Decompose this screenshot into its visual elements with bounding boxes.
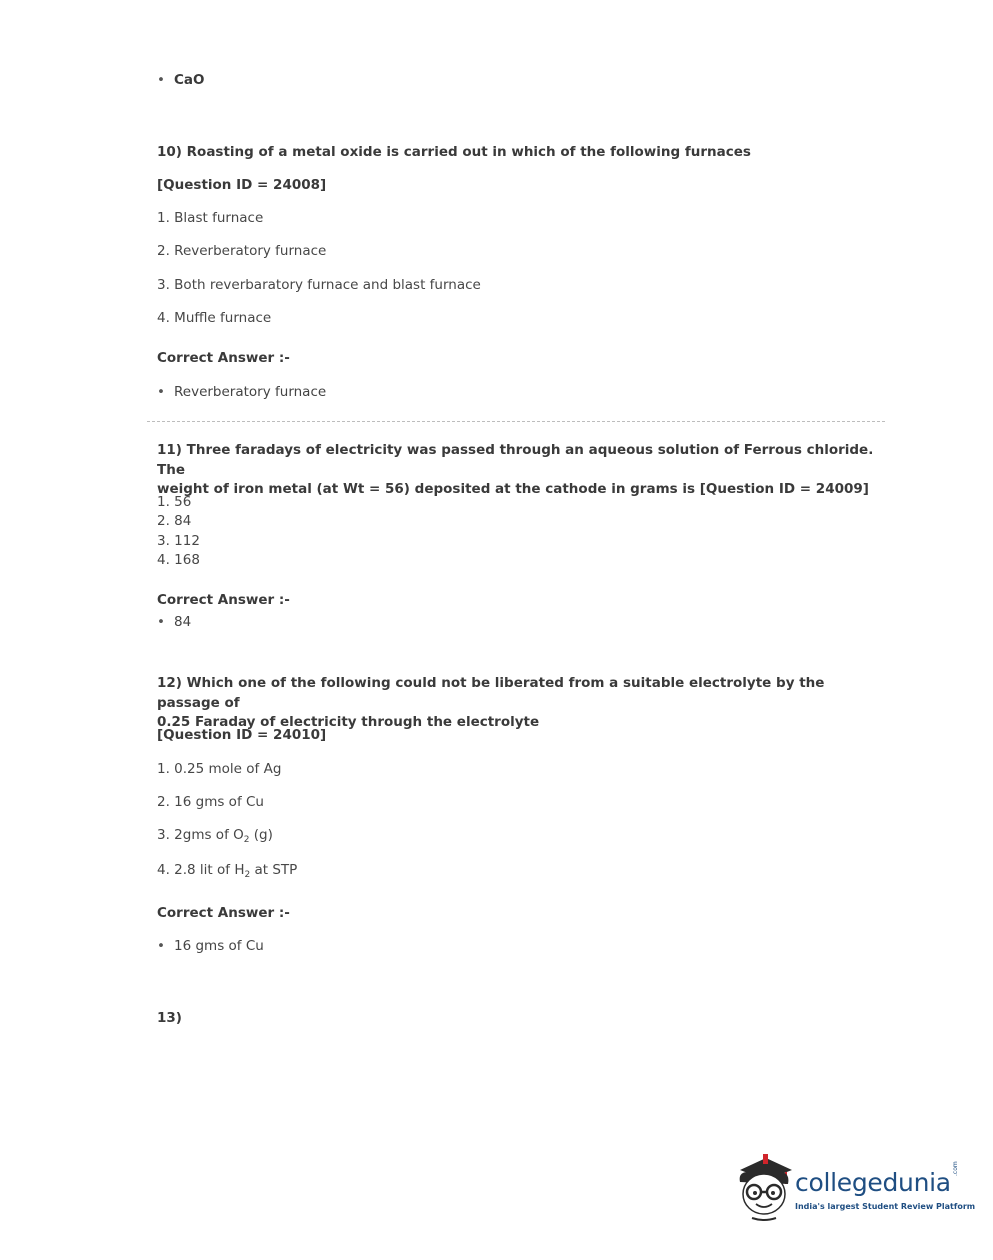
q10-title: 10) Roasting of a metal oxide is carried out in which of the following furnaces [157, 144, 751, 160]
bullet: • [157, 614, 165, 630]
top-answer [157, 72, 205, 88]
q12-title [157, 674, 877, 733]
mascot-icon [734, 1152, 794, 1224]
q12-answer-text: 16 gms of Cu [174, 938, 264, 954]
q10-option-1: 1. Blast furnace [157, 210, 264, 226]
q11-title-line-2: weight of iron metal (at Wt = 56) deposited at the cathode in grams is [Question ID = 24009] [157, 481, 869, 497]
q12-option-4-subscript: 2 [244, 870, 251, 880]
q12-answer [157, 938, 264, 954]
bullet: • [157, 938, 165, 954]
logo-tagline: India's largest Student Review Platform [795, 1202, 976, 1211]
q12-option-4-suffix: at STP [250, 862, 298, 878]
bullet: • [157, 384, 165, 400]
q10-option-4: 4. Muffle furnace [157, 310, 272, 326]
q10-answer-label: Correct Answer :- [157, 350, 290, 366]
q12-option-4-text: 4. 2.8 lit of H [157, 862, 245, 878]
q11-answer-label: Correct Answer :- [157, 592, 290, 608]
q11-answer [157, 614, 191, 630]
top-answer-text: CaO [174, 72, 205, 88]
q12-option-4 [157, 862, 297, 880]
q12-option-1: 1. 0.25 mole of Ag [157, 761, 282, 777]
q12-option-3 [157, 827, 273, 845]
q11-option-2: 2. 84 [157, 513, 192, 529]
logo-dotcom: .com [952, 1161, 959, 1176]
q12-title-line-1: 12) Which one of the following could not be liberated from a suitable electrolyte by the passage of [157, 675, 825, 711]
logo-wordmark: collegedunia [795, 1168, 951, 1197]
q12-option-3-text: 3. 2gms of O [157, 827, 244, 843]
q11-title-line-1: 11) Three faradays of electricity was passed through an aqueous solution of Ferrous chloride. The [157, 442, 874, 478]
q12-question-id: [Question ID = 24010] [157, 727, 327, 743]
q12-option-2: 2. 16 gms of Cu [157, 794, 264, 810]
collegedunia-logo [734, 1152, 976, 1224]
q10-option-3: 3. Both reverbaratory furnace and blast furnace [157, 277, 481, 293]
q12-answer-label: Correct Answer :- [157, 905, 290, 921]
q10-answer-text: Reverberatory furnace [174, 384, 327, 400]
q12-option-3-suffix: (g) [249, 827, 273, 843]
q13-title: 13) [157, 1010, 182, 1026]
q11-option-3: 3. 112 [157, 533, 200, 549]
q10-answer [157, 384, 326, 400]
q12-title-line-2: 0.25 Faraday of electricity through the electrolyte [157, 714, 540, 730]
question-divider [147, 421, 885, 422]
q11-option-4: 4. 168 [157, 552, 200, 568]
q10-question-id: [Question ID = 24008] [157, 177, 327, 193]
q12-option-3-subscript: 2 [243, 835, 250, 845]
q11-option-1: 1. 56 [157, 494, 192, 510]
q11-title [157, 441, 877, 500]
q10-option-2: 2. Reverberatory furnace [157, 243, 327, 259]
q11-answer-text: 84 [174, 614, 192, 630]
bullet: • [157, 72, 165, 88]
